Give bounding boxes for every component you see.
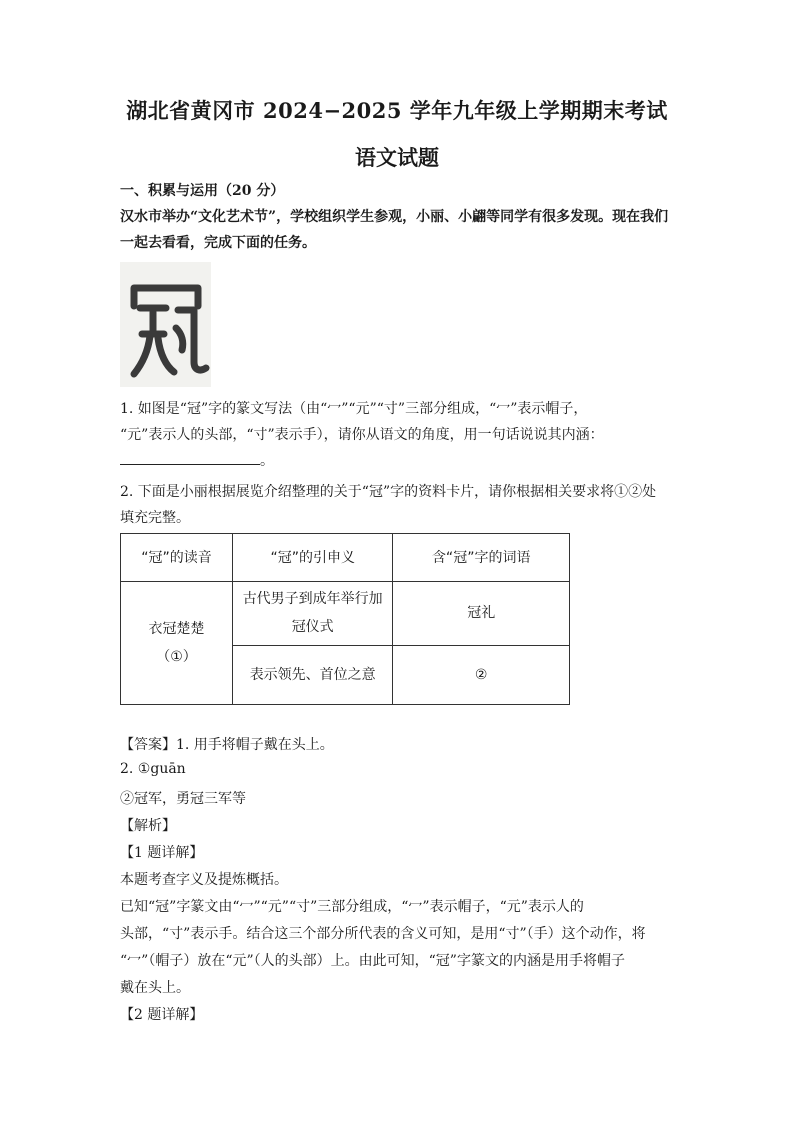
answer-1: 1. 用手将帽子戴在头上。 bbox=[176, 737, 334, 753]
fill-in-blank bbox=[120, 450, 260, 465]
section-heading: 一、积累与运用（20 分） bbox=[120, 183, 285, 199]
exam-title: 湖北省黄冈市 2024−2025 学年九年级上学期期末考试 bbox=[126, 98, 668, 123]
question-1-detail-intro: 本题考查字义及提炼概括。 bbox=[120, 872, 288, 888]
meaning-cell: 表示领先、首位之意 bbox=[232, 645, 392, 704]
table-row bbox=[121, 534, 570, 582]
reading-cell: 衣冠楚楚 （①） bbox=[121, 582, 233, 705]
question-1-detail-para-2: 头部，“寸”表示手。结合这三个部分所代表的含义可知，是用“寸”（手）这个动作，将 bbox=[120, 926, 646, 942]
question-2-line-1: 2. 下面是小丽根据展览介绍整理的关于“冠”字的资料卡片，请你根据相关要求将①②处 bbox=[120, 484, 657, 500]
seal-script-character-image bbox=[120, 262, 211, 387]
table-header: 含“冠”字的词语 bbox=[393, 534, 570, 582]
question-1-answer-blank: 。 bbox=[120, 450, 274, 470]
table-header: “冠”的读音 bbox=[121, 534, 233, 582]
intro-line-2: 一起去看看，完成下面的任务。 bbox=[120, 235, 316, 251]
question-2-line-2: 填充完整。 bbox=[120, 510, 190, 526]
question-1-line-1: 1. 如图是“冠”字的篆文写法（由“冖”“元”“寸”三部分组成，“冖”表示帽子， bbox=[120, 401, 588, 417]
analysis-label: 【解析】 bbox=[120, 818, 176, 834]
question-1-line-2: “元”表示人的头部，“寸”表示手），请你从语文的角度，用一句话说说其内涵： bbox=[120, 427, 604, 443]
question-1-detail-para-3: “冖”（帽子）放在“元”（人的头部）上。由此可知，“冠”字篆文的内涵是用手将帽子 bbox=[120, 953, 625, 969]
answer-2-part-2: ②冠军，勇冠三军等 bbox=[120, 791, 246, 807]
answer-label: 【答案】 bbox=[120, 737, 176, 753]
question-2-detail-label: 【2 题详解】 bbox=[120, 1007, 204, 1023]
answer-2-part-1: 2. ①guān bbox=[120, 761, 186, 777]
word-cell: 冠礼 bbox=[393, 582, 570, 645]
question-1-detail-para-4: 戴在头上。 bbox=[120, 980, 190, 996]
word-cell: ② bbox=[393, 645, 570, 704]
info-card-table bbox=[120, 533, 570, 705]
question-1-detail-label: 【1 题详解】 bbox=[120, 845, 204, 861]
exam-subtitle: 语文试题 bbox=[355, 145, 439, 170]
table-header: “冠”的引申义 bbox=[232, 534, 392, 582]
intro-line-1: 汉水市举办“文化艺术节”，学校组织学生参观，小丽、小翩等同学有很多发现。现在我们 bbox=[120, 209, 669, 225]
answer-line bbox=[120, 734, 334, 754]
seal-character-icon bbox=[120, 262, 211, 387]
question-1-detail-para-1: 已知“冠”字篆文由“冖”“元”“寸”三部分组成，“冖”表示帽子，“元”表示人的 bbox=[120, 899, 584, 915]
table-row bbox=[121, 582, 570, 645]
meaning-cell: 古代男子到成年举行加 冠仪式 bbox=[232, 582, 392, 645]
